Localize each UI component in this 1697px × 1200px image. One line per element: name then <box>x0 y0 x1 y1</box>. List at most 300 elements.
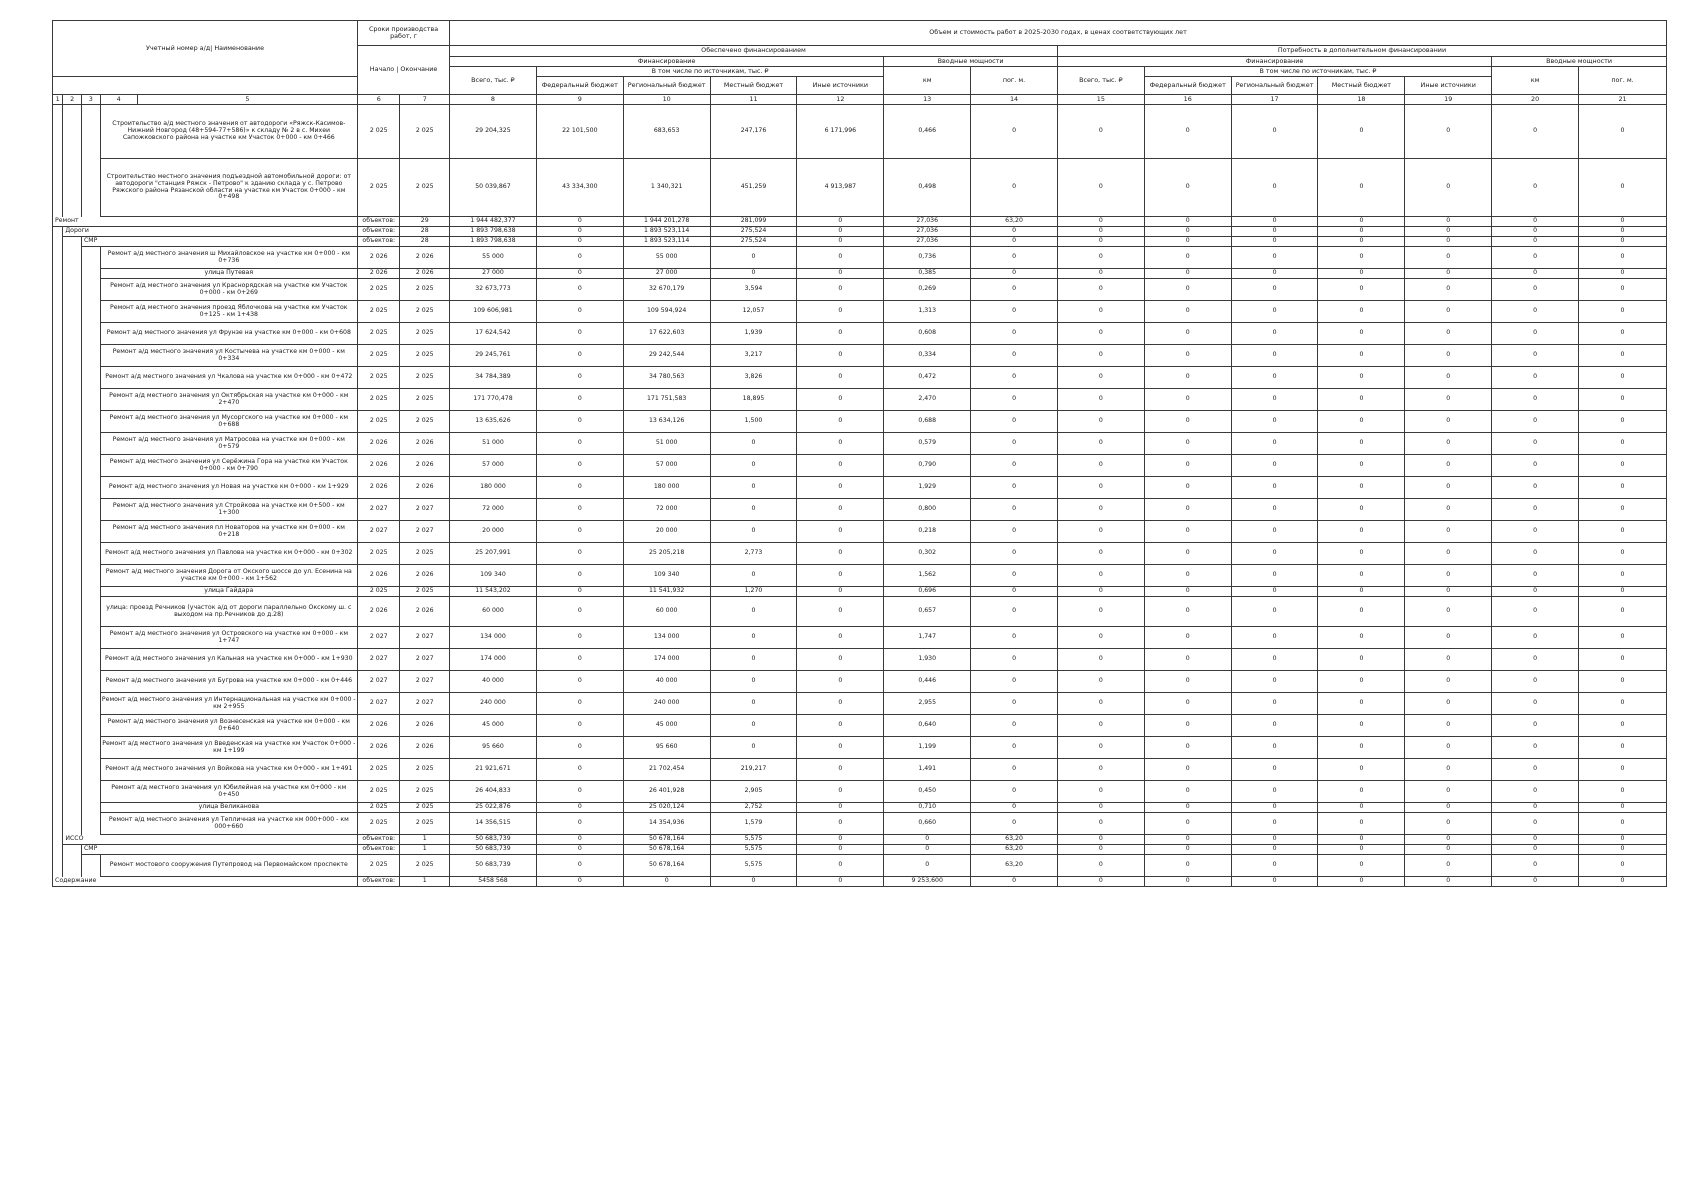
indent-cell <box>63 159 82 217</box>
value-cell: 1,929 <box>884 477 971 499</box>
header-km: км <box>884 67 971 95</box>
value-cell: 0 <box>536 323 623 345</box>
value-cell: 0 <box>710 477 797 499</box>
table-row <box>53 855 1667 877</box>
value-cell: 0 <box>1579 543 1667 565</box>
value-cell: 2 026 <box>400 455 450 477</box>
object-name: Ремонт а/д местного значения ул Интернациональная на участке км 0+000 - км 2+955 <box>100 693 358 715</box>
value-cell: 109 340 <box>623 565 710 587</box>
value-cell: 0 <box>971 159 1058 217</box>
value-cell: 2 026 <box>358 715 400 737</box>
table-row <box>53 499 1667 521</box>
value-cell: 0 <box>710 455 797 477</box>
object-name: Ремонт а/д местного значения ул Островского на участке км 0+000 - км 1+747 <box>100 627 358 649</box>
value-cell: 5,575 <box>710 835 797 845</box>
value-cell: 0 <box>1231 159 1318 217</box>
value-cell: 0 <box>1492 521 1579 543</box>
value-cell: 1,500 <box>710 411 797 433</box>
value-cell: 0 <box>1318 855 1405 877</box>
group-name: Ремонт <box>53 217 358 227</box>
value-cell: 0 <box>971 521 1058 543</box>
value-cell: 0 <box>1231 477 1318 499</box>
indent-cell <box>81 521 100 543</box>
indent-cell <box>81 433 100 455</box>
value-cell: 275,524 <box>710 237 797 247</box>
value-cell: 0 <box>1231 649 1318 671</box>
value-cell: 174 000 <box>450 649 537 671</box>
indent-cell <box>53 759 63 781</box>
value-cell: 0 <box>797 855 884 877</box>
value-cell: 27,036 <box>884 237 971 247</box>
table-row <box>53 279 1667 301</box>
value-cell: 180 000 <box>450 477 537 499</box>
value-cell: 0 <box>1057 477 1144 499</box>
value-cell: 0 <box>1057 565 1144 587</box>
object-name: Ремонт а/д местного значения ул Бугрова на участке км 0+000 - км 0+446 <box>100 671 358 693</box>
value-cell: 0 <box>536 587 623 597</box>
header-other: Иные источники <box>797 77 884 95</box>
indent-cell <box>81 477 100 499</box>
indent-cell <box>53 367 63 389</box>
indent-cell <box>53 565 63 587</box>
value-cell: 0 <box>1318 565 1405 587</box>
value-cell: 0 <box>536 781 623 803</box>
value-cell: 0 <box>1231 237 1318 247</box>
value-cell: 2 025 <box>400 301 450 323</box>
value-cell: 45 000 <box>623 715 710 737</box>
value-cell: 2 026 <box>358 455 400 477</box>
value-cell: 0 <box>1492 835 1579 845</box>
value-cell: 109 340 <box>450 565 537 587</box>
indent-cell <box>63 845 82 855</box>
value-cell: 2 026 <box>358 565 400 587</box>
indent-cell <box>81 803 100 813</box>
indent-cell <box>63 597 82 627</box>
value-cell: 0 <box>1492 433 1579 455</box>
indent-cell <box>63 521 82 543</box>
value-cell: 0 <box>1579 597 1667 627</box>
column-number: 4 <box>100 95 137 105</box>
value-cell: 0 <box>536 269 623 279</box>
value-cell: 2 025 <box>358 389 400 411</box>
table-row <box>53 433 1667 455</box>
indent-cell <box>81 737 100 759</box>
value-cell: 0 <box>536 737 623 759</box>
value-cell: 0 <box>1405 649 1492 671</box>
value-cell: 0 <box>1405 845 1492 855</box>
value-cell: 2 025 <box>400 389 450 411</box>
value-cell: 0 <box>1057 269 1144 279</box>
indent-cell <box>63 301 82 323</box>
value-cell: 0 <box>1144 499 1231 521</box>
value-cell: 29 245,761 <box>450 345 537 367</box>
indent-cell <box>63 477 82 499</box>
indent-cell <box>81 813 100 835</box>
indent-cell <box>53 543 63 565</box>
indent-cell <box>81 715 100 737</box>
value-cell: 0 <box>1318 499 1405 521</box>
value-cell: 0 <box>1318 159 1405 217</box>
value-cell: 0 <box>1057 411 1144 433</box>
value-cell: 0,688 <box>884 411 971 433</box>
group-row <box>53 877 1667 887</box>
value-cell: 0 <box>1231 227 1318 237</box>
value-cell: 1,313 <box>884 301 971 323</box>
value-cell: 0 <box>1144 715 1231 737</box>
value-cell: 0 <box>536 499 623 521</box>
value-cell: 0,579 <box>884 433 971 455</box>
indent-cell <box>81 279 100 301</box>
value-cell: 0 <box>1579 301 1667 323</box>
column-number: 5 <box>137 95 357 105</box>
value-cell: 2 025 <box>358 301 400 323</box>
value-cell: 0 <box>884 845 971 855</box>
value-cell: 0 <box>971 455 1058 477</box>
value-cell: 0 <box>1492 671 1579 693</box>
value-cell: 0,660 <box>884 813 971 835</box>
value-cell: 0 <box>797 627 884 649</box>
value-cell: 0 <box>1318 627 1405 649</box>
value-cell: 1 944 482,377 <box>450 217 537 227</box>
header-regional-need: Региональный бюджет <box>1231 77 1318 95</box>
object-name: Ремонт а/д местного значения ул Серёжина Гора на участке км Участок 0+000 - км 0+790 <box>100 455 358 477</box>
value-cell: 171 770,478 <box>450 389 537 411</box>
value-cell: 4 913,987 <box>797 159 884 217</box>
indent-cell <box>63 433 82 455</box>
value-cell: 1,579 <box>710 813 797 835</box>
header-regional: Региональный бюджет <box>623 77 710 95</box>
value-cell: 0 <box>1144 877 1231 887</box>
value-cell: 2 026 <box>400 247 450 269</box>
value-cell: 0 <box>971 813 1058 835</box>
value-cell: 0 <box>710 649 797 671</box>
indent-cell <box>81 345 100 367</box>
value-cell: 17 624,542 <box>450 323 537 345</box>
value-cell: 0 <box>1144 671 1231 693</box>
value-cell: 50 039,867 <box>450 159 537 217</box>
value-cell: 0 <box>1144 855 1231 877</box>
column-number: 14 <box>971 95 1058 105</box>
value-cell: 0 <box>971 269 1058 279</box>
value-cell: 0 <box>1318 389 1405 411</box>
value-cell: 0 <box>1144 737 1231 759</box>
value-cell: 0 <box>797 433 884 455</box>
value-cell: 0 <box>1318 781 1405 803</box>
value-cell: 240 000 <box>450 693 537 715</box>
header-by-source-need: В том числе по источникам, тыс. ₽ <box>1144 67 1491 77</box>
column-number: 13 <box>884 95 971 105</box>
value-cell: 60 000 <box>623 597 710 627</box>
value-cell: объектов: <box>358 877 400 887</box>
value-cell: 28 <box>400 237 450 247</box>
column-number: 15 <box>1057 95 1144 105</box>
value-cell: 0 <box>971 803 1058 813</box>
value-cell: 0 <box>1231 433 1318 455</box>
value-cell: 0 <box>1492 345 1579 367</box>
value-cell: 0 <box>536 247 623 269</box>
value-cell: 0 <box>710 877 797 887</box>
value-cell: 0 <box>1318 803 1405 813</box>
value-cell: 2 026 <box>358 247 400 269</box>
value-cell: 2 027 <box>400 627 450 649</box>
value-cell: 0 <box>1405 877 1492 887</box>
value-cell: 0 <box>797 411 884 433</box>
value-cell: 0 <box>1405 587 1492 597</box>
value-cell: 0,218 <box>884 521 971 543</box>
table-row <box>53 301 1667 323</box>
value-cell: 0 <box>797 715 884 737</box>
value-cell: 0,466 <box>884 105 971 159</box>
indent-cell <box>53 455 63 477</box>
value-cell: 3,594 <box>710 279 797 301</box>
value-cell: 2 025 <box>400 159 450 217</box>
indent-cell <box>81 597 100 627</box>
object-name: Ремонт а/д местного значения ш Михайловское на участке км 0+000 - км 0+736 <box>100 247 358 269</box>
value-cell: 0 <box>1492 301 1579 323</box>
value-cell: 0 <box>1318 477 1405 499</box>
indent-cell <box>81 499 100 521</box>
value-cell: 51 000 <box>623 433 710 455</box>
value-cell: 0 <box>1231 597 1318 627</box>
value-cell: 0 <box>536 301 623 323</box>
value-cell: 0 <box>797 389 884 411</box>
value-cell: 5458 568 <box>450 877 537 887</box>
indent-cell <box>53 587 63 597</box>
object-name: улица Великанова <box>100 803 358 813</box>
value-cell: 0 <box>1144 247 1231 269</box>
object-name: Ремонт а/д местного значения ул Костычева на участке км 0+000 - км 0+334 <box>100 345 358 367</box>
value-cell: 1,939 <box>710 323 797 345</box>
value-cell: 0 <box>971 367 1058 389</box>
value-cell: 0 <box>797 237 884 247</box>
value-cell: 0 <box>1318 301 1405 323</box>
value-cell: 1 893 798,638 <box>450 237 537 247</box>
value-cell: 20 000 <box>623 521 710 543</box>
value-cell: 0 <box>1144 345 1231 367</box>
value-cell: 0 <box>536 597 623 627</box>
value-cell: 17 622,603 <box>623 323 710 345</box>
value-cell: 0 <box>536 759 623 781</box>
value-cell: 0 <box>1144 543 1231 565</box>
indent-cell <box>53 477 63 499</box>
value-cell: 26 404,833 <box>450 781 537 803</box>
value-cell: 0 <box>1057 759 1144 781</box>
value-cell: 0 <box>1579 521 1667 543</box>
table-row <box>53 543 1667 565</box>
value-cell: 25 020,124 <box>623 803 710 813</box>
indent-cell <box>81 781 100 803</box>
value-cell: 0 <box>1405 411 1492 433</box>
value-cell: 0 <box>1405 627 1492 649</box>
value-cell: 0 <box>797 565 884 587</box>
indent-cell <box>63 279 82 301</box>
object-name: Ремонт а/д местного значения ул Стройкова на участке км 0+500 - км 1+300 <box>100 499 358 521</box>
value-cell: 0 <box>1057 433 1144 455</box>
indent-cell <box>81 649 100 671</box>
value-cell: 43 334,300 <box>536 159 623 217</box>
value-cell: 18,895 <box>710 389 797 411</box>
indent-cell <box>53 597 63 627</box>
value-cell: 0 <box>536 845 623 855</box>
header-total: Всего, тыс. ₽ <box>450 67 537 95</box>
column-number: 8 <box>450 95 537 105</box>
value-cell: 0 <box>1231 455 1318 477</box>
value-cell: 0 <box>971 477 1058 499</box>
value-cell: 0 <box>1231 345 1318 367</box>
indent-cell <box>53 671 63 693</box>
header-financing-need: Финансирование <box>1057 57 1491 67</box>
value-cell: 0 <box>1057 693 1144 715</box>
value-cell: 0 <box>971 597 1058 627</box>
value-cell: 0 <box>1405 759 1492 781</box>
table-row <box>53 269 1667 279</box>
indent-cell <box>53 835 63 845</box>
indent-cell <box>53 345 63 367</box>
value-cell: 0 <box>797 477 884 499</box>
value-cell: 0 <box>536 565 623 587</box>
value-cell: 0 <box>1405 389 1492 411</box>
object-name: Строительство а/д местного значения от автодороги «Ряжск-Касимов-Нижний Новгород (48+594-77+586)» к складу № 2 в с. Михеи Сапожковского района на участке км Участок 0+000 - км 0+466 <box>100 105 358 159</box>
indent-cell <box>53 279 63 301</box>
value-cell: 0 <box>797 649 884 671</box>
value-cell: 0 <box>1057 649 1144 671</box>
value-cell: 0 <box>1405 499 1492 521</box>
value-cell: 34 784,389 <box>450 367 537 389</box>
value-cell: 2 025 <box>400 781 450 803</box>
value-cell: 0 <box>1144 389 1231 411</box>
value-cell: 0 <box>536 877 623 887</box>
value-cell: 0 <box>1144 597 1231 627</box>
value-cell: 0 <box>1405 227 1492 237</box>
value-cell: 0 <box>797 323 884 345</box>
header-federal: Федеральный бюджет <box>536 77 623 95</box>
indent-cell <box>81 693 100 715</box>
group-name: Содержание <box>53 877 358 887</box>
value-cell: 0 <box>1405 671 1492 693</box>
value-cell: 50 678,164 <box>623 845 710 855</box>
indent-cell <box>53 433 63 455</box>
value-cell: 0 <box>710 597 797 627</box>
value-cell: 2 025 <box>400 855 450 877</box>
value-cell: 0 <box>1405 367 1492 389</box>
value-cell: 14 356,515 <box>450 813 537 835</box>
header-km-need: км <box>1492 67 1579 95</box>
indent-cell <box>63 759 82 781</box>
value-cell: 32 673,773 <box>450 279 537 301</box>
value-cell: 0 <box>1144 781 1231 803</box>
indent-cell <box>53 269 63 279</box>
object-name: Ремонт а/д местного значения ул Павлова на участке км 0+000 - км 0+302 <box>100 543 358 565</box>
value-cell: 0 <box>1579 411 1667 433</box>
indent-cell <box>81 543 100 565</box>
value-cell: 0 <box>971 247 1058 269</box>
indent-cell <box>63 389 82 411</box>
object-name: Ремонт а/д местного значения ул Войкова на участке км 0+000 - км 1+491 <box>100 759 358 781</box>
value-cell: 0 <box>1492 455 1579 477</box>
value-cell: 0 <box>971 301 1058 323</box>
value-cell: 0 <box>536 715 623 737</box>
value-cell: 0 <box>1144 269 1231 279</box>
value-cell: 1,562 <box>884 565 971 587</box>
value-cell: 0 <box>1057 301 1144 323</box>
value-cell: 21 921,671 <box>450 759 537 781</box>
value-cell: 0 <box>797 693 884 715</box>
value-cell: 0 <box>1057 345 1144 367</box>
value-cell: 0 <box>1405 237 1492 247</box>
value-cell: 0 <box>1057 803 1144 813</box>
value-cell: 0 <box>1492 279 1579 301</box>
value-cell: 0 <box>1057 499 1144 521</box>
value-cell: 0 <box>1492 247 1579 269</box>
value-cell: 0,736 <box>884 247 971 269</box>
value-cell: 2 026 <box>400 597 450 627</box>
value-cell: 0 <box>1579 159 1667 217</box>
header-name-spacer <box>53 77 358 95</box>
value-cell: 0 <box>797 587 884 597</box>
value-cell: 0 <box>1492 411 1579 433</box>
value-cell: 0 <box>536 237 623 247</box>
value-cell: 0 <box>1405 521 1492 543</box>
value-cell: 0 <box>1231 105 1318 159</box>
value-cell: 0 <box>1144 845 1231 855</box>
group-name: ИССО <box>63 835 358 845</box>
value-cell: 0 <box>1492 159 1579 217</box>
indent-cell <box>63 855 82 877</box>
value-cell: 0 <box>1318 759 1405 781</box>
value-cell: 0 <box>710 627 797 649</box>
value-cell: 171 751,583 <box>623 389 710 411</box>
value-cell: 2 025 <box>358 367 400 389</box>
value-cell: 0 <box>1318 649 1405 671</box>
indent-cell <box>53 159 63 217</box>
value-cell: 2 027 <box>400 693 450 715</box>
indent-cell <box>53 693 63 715</box>
value-cell: 0 <box>1144 217 1231 227</box>
value-cell: 0 <box>1057 159 1144 217</box>
table-row <box>53 105 1667 159</box>
value-cell: 2 026 <box>358 433 400 455</box>
indent-cell <box>81 269 100 279</box>
table-row <box>53 737 1667 759</box>
value-cell: 0 <box>536 813 623 835</box>
indent-cell <box>81 247 100 269</box>
indent-cell <box>63 269 82 279</box>
value-cell: 0 <box>1405 159 1492 217</box>
value-cell: 0 <box>536 627 623 649</box>
value-cell: 0 <box>1405 693 1492 715</box>
value-cell: 25 205,218 <box>623 543 710 565</box>
value-cell: 0,472 <box>884 367 971 389</box>
value-cell: 0 <box>797 269 884 279</box>
value-cell: 40 000 <box>623 671 710 693</box>
value-cell: 0 <box>1144 433 1231 455</box>
value-cell: 0 <box>1144 279 1231 301</box>
object-name: улица Гайдара <box>100 587 358 597</box>
value-cell: 0 <box>1057 587 1144 597</box>
object-name: Ремонт а/д местного значения ул Мусоргского на участке км 0+000 - км 0+688 <box>100 411 358 433</box>
value-cell: 0 <box>1492 269 1579 279</box>
value-cell: 0 <box>1405 565 1492 587</box>
value-cell: 0 <box>1318 845 1405 855</box>
object-name: Ремонт а/д местного значения ул Вознесенская на участке км 0+000 - км 0+640 <box>100 715 358 737</box>
value-cell: 0 <box>1579 855 1667 877</box>
table-row <box>53 521 1667 543</box>
value-cell: 0 <box>971 227 1058 237</box>
value-cell: 0 <box>710 565 797 587</box>
value-cell: 0 <box>797 781 884 803</box>
value-cell: 95 660 <box>450 737 537 759</box>
value-cell: 0 <box>797 597 884 627</box>
